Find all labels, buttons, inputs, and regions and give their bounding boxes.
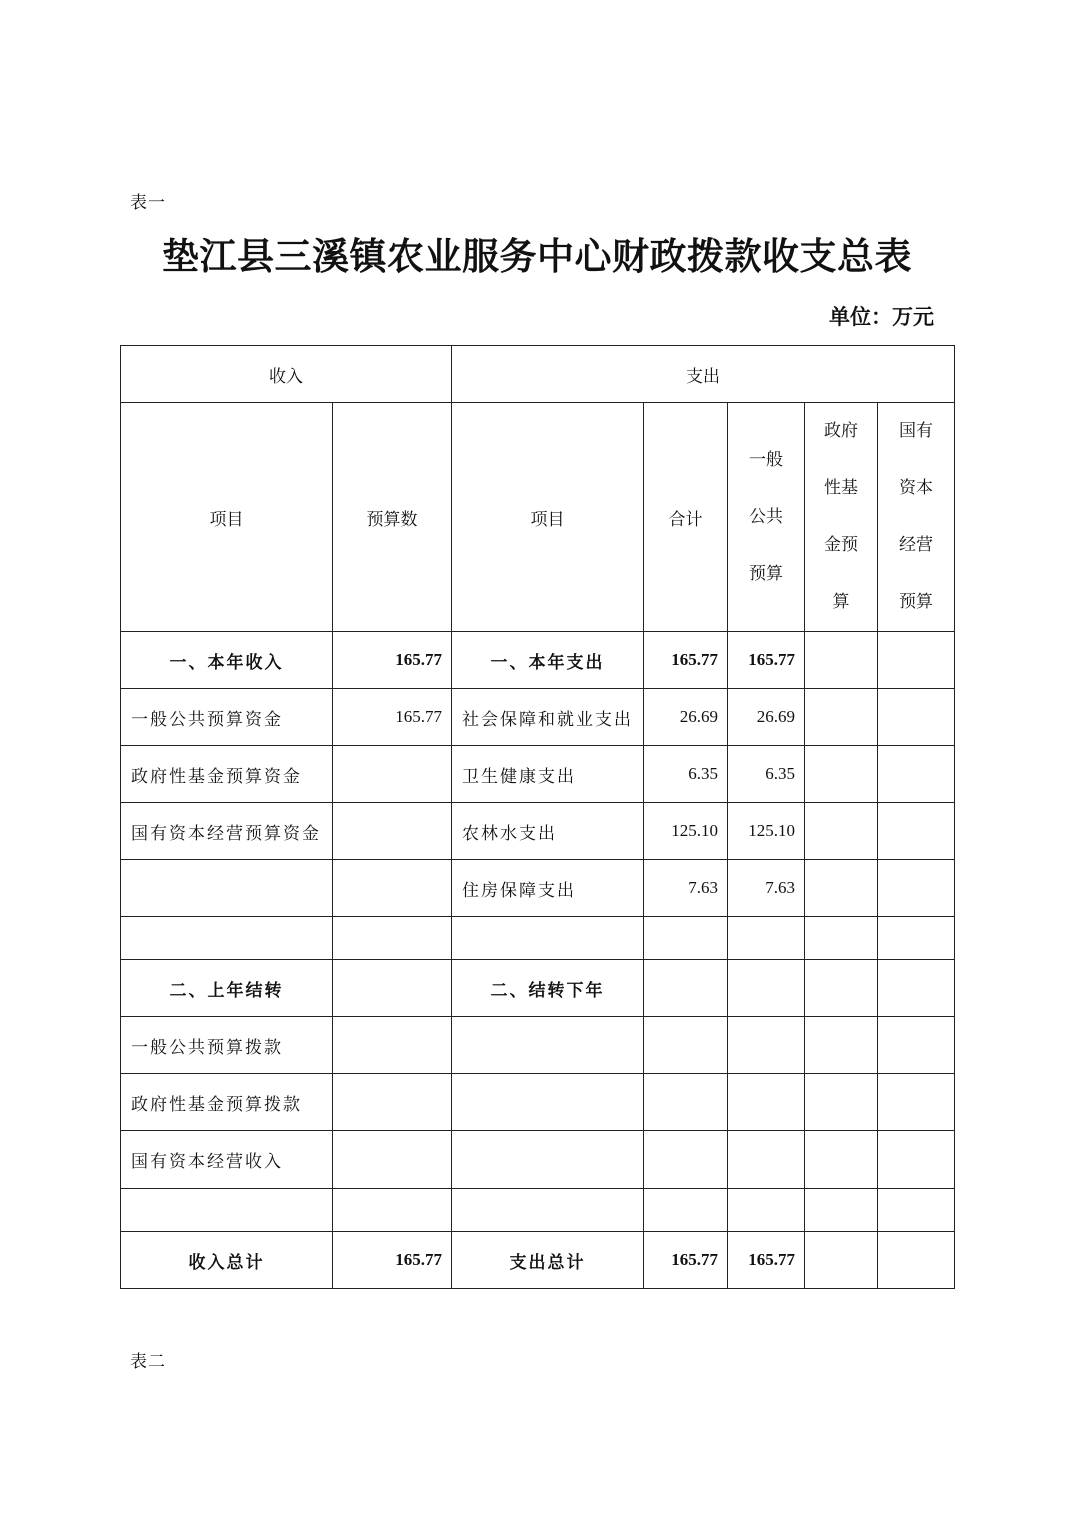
income-amount-cell — [333, 1131, 452, 1189]
general-budget-header-line: 一般 — [749, 449, 783, 470]
table-row — [121, 860, 955, 917]
gov-fund-total — [805, 1232, 878, 1289]
unit-label: 单位：万元 — [829, 304, 934, 329]
income-item-cell: 国有资本经营预算资金 — [121, 803, 333, 860]
income-amount-cell — [333, 1074, 452, 1131]
income-item-cell — [121, 860, 333, 917]
income-amount-cell — [333, 746, 452, 803]
table-row — [121, 803, 955, 860]
income-item-cell — [121, 1189, 333, 1232]
total-cell: 6.35 — [644, 746, 728, 803]
table-row — [121, 960, 955, 1017]
income-item-cell — [121, 917, 333, 960]
income-amount-cell — [333, 803, 452, 860]
income-amount-cell — [333, 860, 452, 917]
general-budget-cell — [728, 1131, 805, 1189]
total-cell: 26.69 — [644, 689, 728, 746]
general-budget-total: 165.77 — [728, 1232, 805, 1289]
income-amount-cell — [333, 1189, 452, 1232]
expenditure-item-cell — [452, 1017, 644, 1074]
income-amount-cell — [333, 960, 452, 1017]
expenditure-item-cell — [452, 1074, 644, 1131]
table-row — [121, 746, 955, 803]
general-budget-cell: 7.63 — [728, 860, 805, 917]
state-capital-header — [878, 403, 955, 632]
total-cell — [644, 1017, 728, 1074]
state-capital-header-line: 资本 — [899, 478, 933, 498]
expenditure-item-cell: 社会保障和就业支出 — [452, 689, 644, 746]
income-item-header: 项目 — [121, 403, 333, 632]
general-budget-cell — [728, 960, 805, 1017]
state-capital-cell — [878, 1189, 955, 1232]
gov-fund-header-line: 金预 — [824, 535, 858, 555]
total-cell — [644, 917, 728, 960]
gov-fund-cell — [805, 803, 878, 860]
table-row — [121, 1131, 955, 1189]
expenditure-item-cell — [452, 1131, 644, 1189]
budget-header: 预算数 — [333, 403, 452, 632]
total-cell — [644, 1131, 728, 1189]
gov-fund-header-line: 性基 — [824, 478, 858, 498]
expenditure-total-label: 支出总计 — [452, 1232, 644, 1289]
page-title: 垫江县三溪镇农业服务中心财政拨款收支总表 — [162, 234, 912, 278]
gov-fund-header-line: 政府 — [824, 421, 858, 441]
expenditure-item-cell: 住房保障支出 — [452, 860, 644, 917]
income-header: 收入 — [121, 346, 452, 403]
state-capital-cell — [878, 746, 955, 803]
state-capital-cell — [878, 1131, 955, 1189]
income-item-cell: 二、上年结转 — [121, 960, 333, 1017]
income-amount-cell — [333, 1017, 452, 1074]
general-budget-cell — [728, 1074, 805, 1131]
state-capital-cell — [878, 632, 955, 689]
gov-fund-cell — [805, 746, 878, 803]
total-header: 合计 — [644, 403, 728, 632]
general-budget-cell — [728, 1017, 805, 1074]
table-row — [121, 1189, 955, 1232]
general-budget-header-line: 预算 — [749, 563, 783, 584]
total-cell — [644, 1074, 728, 1131]
state-capital-cell — [878, 1017, 955, 1074]
gov-fund-cell — [805, 1131, 878, 1189]
total-cell — [644, 1189, 728, 1232]
gov-fund-header-line: 算 — [832, 592, 850, 612]
general-budget-cell — [728, 1189, 805, 1232]
finance-summary-table — [120, 345, 955, 1289]
state-capital-header-line: 预算 — [899, 592, 933, 612]
expenditure-item-cell: 二、结转下年 — [452, 960, 644, 1017]
expenditure-item-cell: 卫生健康支出 — [452, 746, 644, 803]
total-cell: 7.63 — [644, 860, 728, 917]
state-capital-cell — [878, 803, 955, 860]
header-row-top — [121, 346, 955, 403]
gov-fund-header — [805, 403, 878, 632]
state-capital-total — [878, 1232, 955, 1289]
table-row — [121, 917, 955, 960]
state-capital-cell — [878, 917, 955, 960]
gov-fund-cell — [805, 689, 878, 746]
state-capital-header-line: 国有 — [899, 421, 933, 441]
income-item-cell: 一般公共预算资金 — [121, 689, 333, 746]
table-row — [121, 632, 955, 689]
state-capital-cell — [878, 960, 955, 1017]
general-budget-cell: 165.77 — [728, 632, 805, 689]
expenditure-item-header: 项目 — [452, 403, 644, 632]
gov-fund-cell — [805, 1189, 878, 1232]
expenditure-header: 支出 — [452, 346, 955, 403]
gov-fund-cell — [805, 1074, 878, 1131]
gov-fund-cell — [805, 960, 878, 1017]
expenditure-item-cell: 一、本年支出 — [452, 632, 644, 689]
total-cell: 165.77 — [644, 632, 728, 689]
gov-fund-cell — [805, 860, 878, 917]
table-row — [121, 1017, 955, 1074]
income-item-cell: 国有资本经营收入 — [121, 1131, 333, 1189]
expenditure-item-cell — [452, 1189, 644, 1232]
general-budget-header — [728, 403, 805, 632]
totals-row — [121, 1232, 955, 1289]
income-total-amount: 165.77 — [333, 1232, 452, 1289]
state-capital-cell — [878, 860, 955, 917]
total-cell — [644, 960, 728, 1017]
general-budget-header-line: 公共 — [749, 506, 783, 527]
gov-fund-cell — [805, 917, 878, 960]
gov-fund-cell — [805, 1017, 878, 1074]
general-budget-cell: 125.10 — [728, 803, 805, 860]
income-item-cell: 政府性基金预算资金 — [121, 746, 333, 803]
table-label-1: 表一 — [130, 193, 166, 213]
table-label-2: 表二 — [130, 1352, 166, 1372]
income-amount-cell: 165.77 — [333, 632, 452, 689]
table-row — [121, 1074, 955, 1131]
income-item-cell: 一般公共预算拨款 — [121, 1017, 333, 1074]
expenditure-total-amount: 165.77 — [644, 1232, 728, 1289]
income-item-cell: 政府性基金预算拨款 — [121, 1074, 333, 1131]
general-budget-cell: 26.69 — [728, 689, 805, 746]
income-item-cell: 一、本年收入 — [121, 632, 333, 689]
table-row — [121, 689, 955, 746]
gov-fund-cell — [805, 632, 878, 689]
income-total-label: 收入总计 — [121, 1232, 333, 1289]
income-amount-cell: 165.77 — [333, 689, 452, 746]
general-budget-cell: 6.35 — [728, 746, 805, 803]
general-budget-cell — [728, 917, 805, 960]
expenditure-item-cell — [452, 917, 644, 960]
expenditure-item-cell: 农林水支出 — [452, 803, 644, 860]
state-capital-cell — [878, 689, 955, 746]
state-capital-cell — [878, 1074, 955, 1131]
total-cell: 125.10 — [644, 803, 728, 860]
income-amount-cell — [333, 917, 452, 960]
header-row-sub — [121, 403, 955, 632]
state-capital-header-line: 经营 — [899, 535, 933, 555]
